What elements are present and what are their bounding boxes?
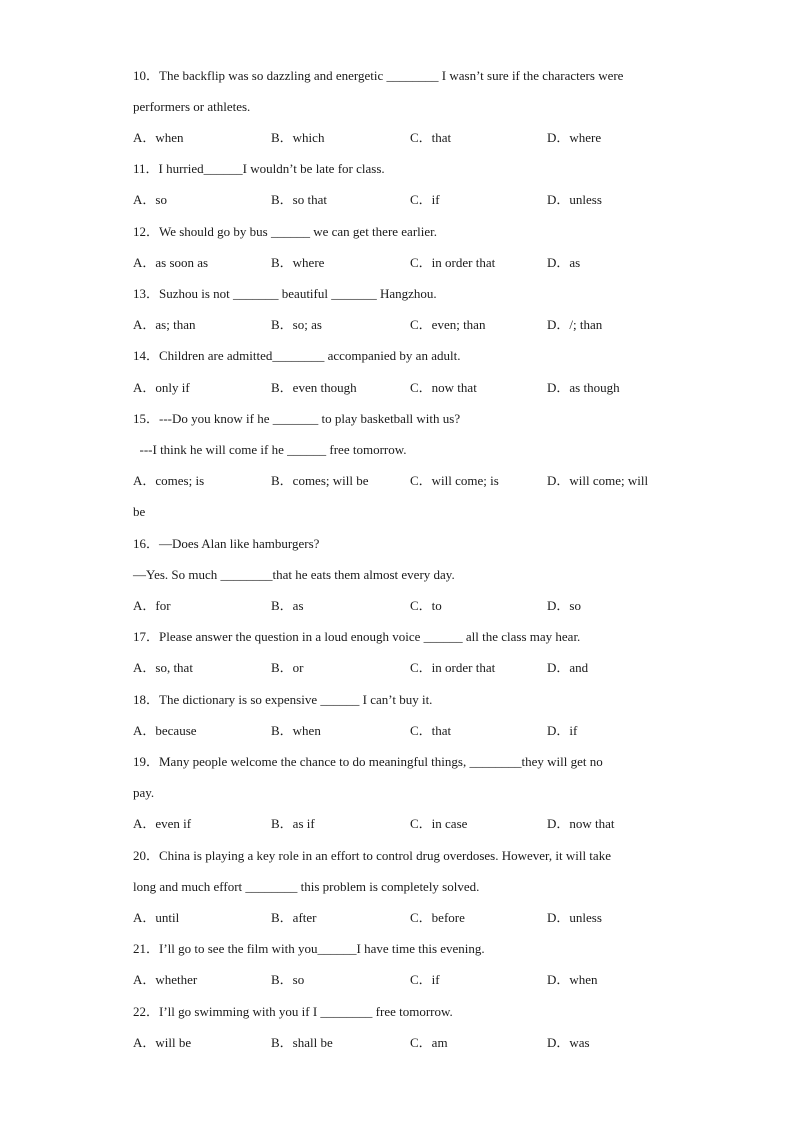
option-c: C．if <box>410 972 440 987</box>
option-d: D．as though <box>547 380 620 395</box>
option-d: D．will come; will <box>547 473 649 488</box>
question-15-option-wrap: be <box>133 504 146 519</box>
option-d: D．unless <box>547 192 602 207</box>
option-c: C．now that <box>410 380 477 395</box>
option-c: C．in order that <box>410 255 496 270</box>
option-d: D．as <box>547 255 581 270</box>
option-c: C．in order that <box>410 660 496 675</box>
option-c: C．that <box>410 130 452 145</box>
question-12-text: 12．We should go by bus ______ we can get there earlier. <box>133 224 438 239</box>
question-15-text-cont: ---I think he will come if he ______ free tomorrow. <box>133 442 407 457</box>
question-22-text: 22．I’ll go swimming with you if I ________ free tomorrow. <box>133 1004 453 1019</box>
option-d: D．now that <box>547 816 615 831</box>
option-b: B．shall be <box>271 1035 333 1050</box>
option-a: A．so <box>133 192 167 207</box>
option-b: B．after <box>271 910 317 925</box>
question-14-text: 14．Children are admitted________ accompanied by an adult. <box>133 348 461 363</box>
option-b: B．where <box>271 255 325 270</box>
option-d: D．and <box>547 660 589 675</box>
option-c: C．am <box>410 1035 448 1050</box>
option-d: D．/; than <box>547 317 603 332</box>
question-13-text: 13．Suzhou is not _______ beautiful _______ Hangzhou. <box>133 286 437 301</box>
option-b: B．which <box>271 130 325 145</box>
question-16-text: 16．—Does Alan like hamburgers? <box>133 536 320 551</box>
question-19-text-cont: pay. <box>133 785 155 800</box>
question-20-text-cont: long and much effort ________ this problem is completely solved. <box>133 879 480 894</box>
option-c: C．that <box>410 723 452 738</box>
option-b: B．or <box>271 660 304 675</box>
option-a: A．comes; is <box>133 473 205 488</box>
option-c: C．to <box>410 598 442 613</box>
option-a: A．even if <box>133 816 192 831</box>
option-c: C．before <box>410 910 465 925</box>
option-b: B．even though <box>271 380 357 395</box>
option-d: D．unless <box>547 910 602 925</box>
option-a: A．whether <box>133 972 198 987</box>
option-b: B．so that <box>271 192 327 207</box>
option-a: A．only if <box>133 380 190 395</box>
question-10-text: 10．The backflip was so dazzling and energetic ________ I wasn’t sure if the characters were <box>133 68 624 83</box>
option-d: D．where <box>547 130 602 145</box>
question-21-text: 21．I’ll go to see the film with you______I have time this evening. <box>133 941 485 956</box>
option-a: A．until <box>133 910 180 925</box>
option-b: B．so; as <box>271 317 322 332</box>
option-b: B．comes; will be <box>271 473 369 488</box>
question-18-text: 18．The dictionary is so expensive ______ I can’t buy it. <box>133 692 433 707</box>
question-10-text-cont: performers or athletes. <box>133 99 251 114</box>
option-a: A．because <box>133 723 197 738</box>
option-c: C．if <box>410 192 440 207</box>
option-d: D．was <box>547 1035 590 1050</box>
question-19-text: 19．Many people welcome the chance to do meaningful things, ________they will get no <box>133 754 603 769</box>
option-d: D．so <box>547 598 581 613</box>
question-20-text: 20．China is playing a key role in an effort to control drug overdoses. However, it will take <box>133 848 611 863</box>
option-c: C．will come; is <box>410 473 499 488</box>
question-17-text: 17．Please answer the question in a loud enough voice ______ all the class may hear. <box>133 629 581 644</box>
option-a: A．as; than <box>133 317 196 332</box>
option-b: B．as <box>271 598 304 613</box>
question-15-text: 15．---Do you know if he _______ to play basketball with us? <box>133 411 461 426</box>
option-b: B．so <box>271 972 305 987</box>
option-d: D．if <box>547 723 578 738</box>
option-a: A．so, that <box>133 660 193 675</box>
option-b: B．when <box>271 723 321 738</box>
option-c: C．in case <box>410 816 468 831</box>
question-11-text: 11．I hurried______I wouldn’t be late for class. <box>133 161 385 176</box>
option-d: D．when <box>547 972 598 987</box>
question-16-text-cont: —Yes. So much ________that he eats them almost every day. <box>133 567 455 582</box>
option-a: A．will be <box>133 1035 192 1050</box>
option-c: C．even; than <box>410 317 486 332</box>
option-b: B．as if <box>271 816 315 831</box>
option-a: A．for <box>133 598 171 613</box>
option-a: A．as soon as <box>133 255 209 270</box>
option-a: A．when <box>133 130 184 145</box>
